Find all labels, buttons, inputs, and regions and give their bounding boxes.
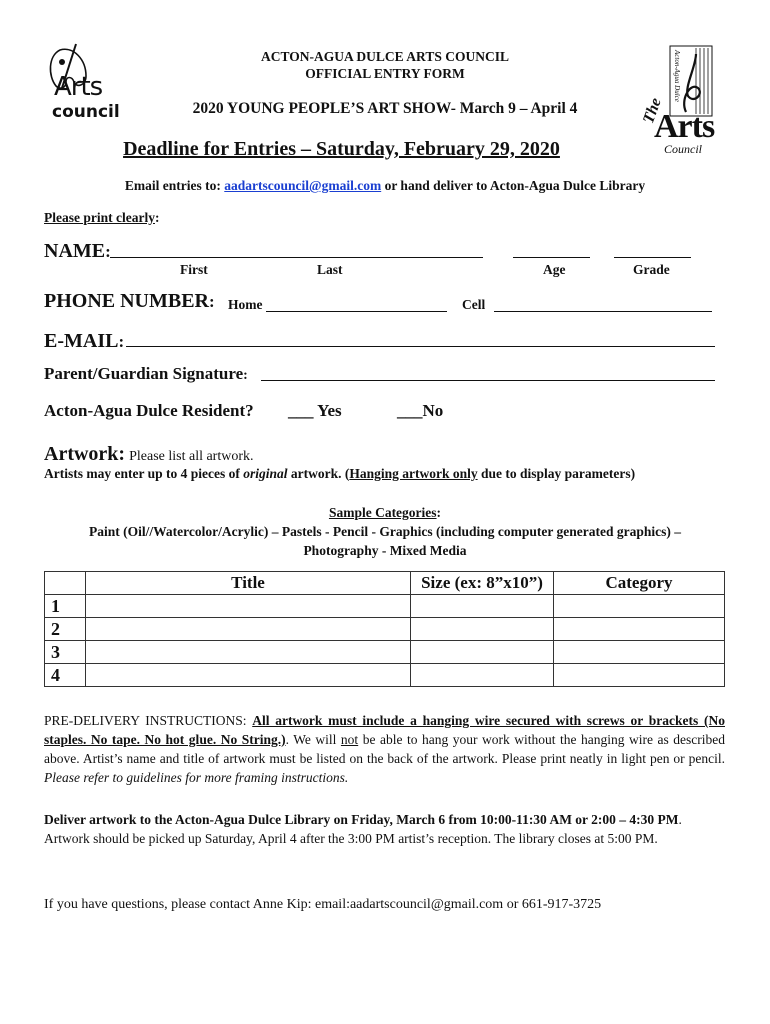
header-size: Size (ex: 8”x10”): [411, 572, 554, 595]
print-clearly-colon: :: [154, 210, 160, 225]
size-cell[interactable]: [411, 664, 554, 687]
org-header: [0, 48, 770, 82]
age-caption: Age: [543, 262, 566, 277]
title-cell[interactable]: [86, 595, 411, 618]
name-label-text: NAME: [44, 240, 106, 262]
resident-yes-option[interactable]: [288, 401, 342, 421]
last-name-caption: Last: [317, 262, 343, 277]
sample-categories-colon: :: [436, 505, 442, 520]
instructions-hanging-wire: All artwork must include a hanging wire secured with screws or brackets (No staples. No tape. No hot glue. No String.): [44, 713, 725, 747]
row-number: 1: [45, 595, 86, 618]
submission-prefix: Email entries to:: [124, 178, 225, 193]
email-label-colon: :: [118, 332, 125, 351]
delivery-pickup: . Artwork should be picked up Saturday, April 4 after the 3:00 PM artist’s reception. The library closes at 5:00 PM.: [44, 812, 682, 846]
grade-input[interactable]: [614, 257, 691, 258]
logo-right-the: The: [640, 95, 665, 126]
contact-info: If you have questions, please contact Anne Kip: email:aadartscouncil@gmail.com or 661-917-3725: [44, 897, 602, 912]
instructions-part-e: be able to hang your work without the hanging wire as described above. Artist’s name and title of artwork must be listed on the back of the artwork. Please print neatly in light pen or pencil.: [44, 732, 725, 766]
resident-label: Acton-Agua Dulce Resident?: [44, 401, 254, 420]
resident-no-text: No: [422, 401, 444, 420]
print-clearly-note: [44, 210, 159, 226]
name-input[interactable]: [110, 257, 483, 258]
phone-label-text: PHONE NUMBER: [44, 290, 209, 312]
name-label: [44, 240, 111, 263]
row-number: 4: [45, 664, 86, 687]
cell-phone-input[interactable]: [494, 311, 712, 312]
delivery-when: Deliver artwork to the Acton-Agua Dulce Library on Friday, March 6 from 10:00-11:30 AM or 2:00 – 4:30 PM: [44, 812, 679, 827]
table-row: [45, 641, 725, 664]
parent-signature-colon: :: [243, 368, 248, 383]
logo-right-arts: Arts: [654, 108, 715, 145]
size-cell[interactable]: [411, 618, 554, 641]
resident-no-blank[interactable]: ___: [397, 401, 423, 420]
table-row: [45, 618, 725, 641]
print-clearly-text: Please print clearly: [44, 210, 155, 225]
parent-signature-input[interactable]: [261, 380, 715, 381]
instructions-part-c: . We will: [285, 732, 341, 747]
size-cell[interactable]: [411, 641, 554, 664]
category-cell[interactable]: [554, 595, 725, 618]
instructions-not: not: [340, 732, 359, 747]
artwork-heading: [44, 443, 254, 466]
row-number: 2: [45, 618, 86, 641]
header-title: Title: [86, 572, 411, 595]
home-phone-caption: Home: [228, 297, 263, 312]
artwork-label: Artwork:: [44, 443, 126, 465]
artwork-table-header: [45, 572, 725, 595]
logo-left-arts: Arts: [54, 72, 103, 102]
phone-label: [44, 290, 215, 313]
artwork-rule-hanging: Hanging artwork only: [349, 466, 478, 481]
category-cell[interactable]: [554, 641, 725, 664]
submission-email-link[interactable]: aadartscouncil@gmail.com: [224, 178, 382, 193]
name-label-colon: :: [105, 242, 111, 261]
resident-yes-blank[interactable]: ___: [288, 401, 314, 420]
pre-delivery-instructions: [44, 711, 725, 787]
header-category: Category: [554, 572, 725, 595]
show-title: 2020 YOUNG PEOPLE’S ART SHOW- March 9 – April 4: [192, 100, 578, 117]
artwork-note: Please list all artwork.: [129, 449, 254, 464]
age-input[interactable]: [513, 257, 590, 258]
sample-categories-title: Sample Categories: [328, 505, 437, 520]
logo-left-council: council: [52, 102, 120, 122]
table-row: [45, 664, 725, 687]
header-number: [45, 572, 86, 595]
delivery-info: [44, 810, 725, 848]
title-cell[interactable]: [86, 664, 411, 687]
grade-caption: Grade: [633, 262, 670, 277]
title-cell[interactable]: [86, 618, 411, 641]
title-cell[interactable]: [86, 641, 411, 664]
resident-yes-text: Yes: [313, 401, 342, 420]
artwork-rule-b: artwork. (: [287, 466, 350, 481]
email-label: [44, 330, 124, 353]
artwork-table: [44, 571, 725, 687]
category-cell[interactable]: [554, 618, 725, 641]
size-cell[interactable]: [411, 595, 554, 618]
table-row: [45, 595, 725, 618]
instructions-guidelines: Please refer to guidelines for more framing instructions.: [44, 770, 349, 785]
row-number: 3: [45, 641, 86, 664]
artwork-rule-c: due to display parameters): [477, 466, 636, 481]
sample-categories-line1: Paint (Oil//Watercolor/Acrylic) – Pastels - Pencil - Graphics (including computer generated graphics) –: [89, 524, 681, 539]
sample-categories-line2: Photography - Mixed Media: [303, 543, 467, 558]
email-label-text: E-MAIL: [44, 330, 119, 352]
submission-line: [0, 178, 770, 194]
first-name-caption: First: [180, 262, 208, 277]
artwork-rule-a: Artists may enter up to 4 pieces of: [44, 466, 244, 481]
org-name: ACTON-AGUA DULCE ARTS COUNCIL: [261, 49, 509, 64]
sample-categories-heading: [0, 503, 770, 522]
logo-right-council: Council: [664, 142, 702, 156]
artwork-rule: [44, 466, 635, 482]
parent-signature-label: [44, 364, 248, 384]
deadline-heading: Deadline for Entries – Saturday, February 29, 2020: [123, 138, 560, 160]
phone-label-colon: :: [209, 292, 215, 311]
category-cell[interactable]: [554, 664, 725, 687]
email-input[interactable]: [126, 346, 715, 347]
logo-right-side-text: Acton-Agua Dulce: [673, 50, 681, 102]
parent-signature-text: Parent/Guardian Signature: [44, 364, 244, 383]
sample-categories: [0, 503, 770, 560]
cell-phone-caption: Cell: [462, 297, 486, 312]
instructions-heading: PRE-DELIVERY INSTRUCTIONS:: [44, 713, 253, 728]
submission-suffix: or hand deliver to Acton-Agua Dulce Library: [381, 178, 646, 193]
home-phone-input[interactable]: [266, 311, 447, 312]
form-name: OFFICIAL ENTRY FORM: [305, 66, 465, 81]
resident-no-option[interactable]: [397, 401, 443, 421]
artwork-rule-original: original: [243, 466, 288, 481]
